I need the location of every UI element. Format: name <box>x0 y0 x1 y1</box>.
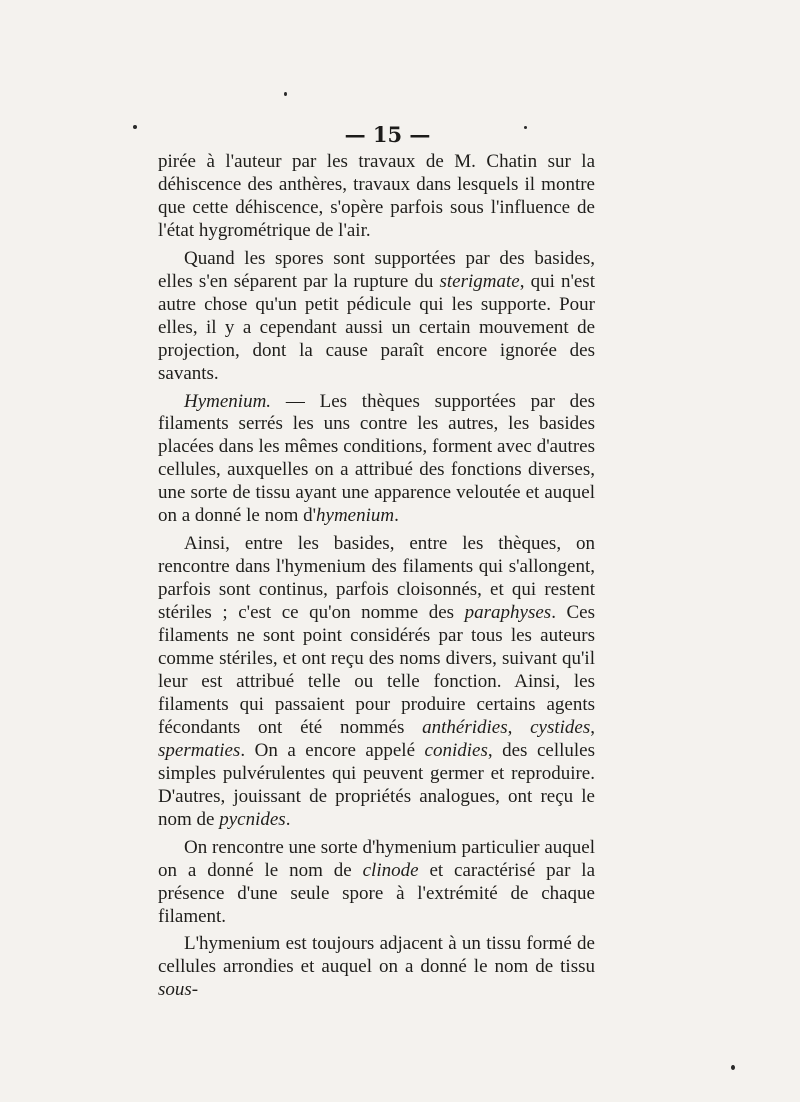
italic-term: spermaties <box>158 739 241 761</box>
paragraph-text: On rencontre une sorte d'hymenium particulier auquel on a donné le nom de <box>158 836 595 881</box>
italic-term: conidies <box>424 739 488 761</box>
paragraph <box>158 533 595 831</box>
italic-term: sous- <box>158 979 199 1001</box>
scan-speck <box>731 1065 735 1070</box>
paragraph-text: et caractérisé par la présence d'une seule spore à l'extrémité de chaque filament. <box>158 859 596 927</box>
italic-term: anthéridies <box>422 716 508 738</box>
paragraph-text: — Les thèques supportées par des filaments serrés les uns contre les autres, les basides placées dans les mêmes conditions, forment avec d'autres cellules, auxquelles on a attribué des fonctions diverses, une sorte de tissu ayant une apparence veloutée et auquel on a donné le nom d' <box>158 390 595 527</box>
paragraph-text: . On a encore appelé <box>240 739 425 761</box>
paragraph-text: . <box>394 505 399 527</box>
paragraph-text: , des cellules simples pulvérulentes qui peuvent germer et reproduire. D'autres, jouissant de propriétés analogues, ont reçu le nom de <box>158 739 596 830</box>
scan-speck <box>284 92 287 96</box>
paragraph-text: pirée à l'auteur par les travaux de M. Chatin sur la déhiscence des anthères, travaux dans lesquels il montre que cette déhiscence, s'opère parfois sous l'influence de l'état hygrométrique de l'air. <box>158 151 595 241</box>
section-heading: Hymenium. <box>184 390 272 412</box>
paragraph-text: Ainsi, entre les basides, entre les thèques, on rencontre dans l'hymenium des filaments qui s'allongent, parfois sont continus, parfois cloisonnés, et qui restent stériles ; c'est ce qu'on nomme des <box>158 533 595 624</box>
italic-term: pycnides <box>219 808 286 830</box>
paragraph-text: L'hymenium est toujours adjacent à un tissu formé de cellules arrondies et auquel on a donné le nom de tissu <box>158 933 595 978</box>
scan-speck <box>133 125 137 129</box>
paragraph-text: , <box>507 716 531 738</box>
paragraph <box>158 248 595 386</box>
italic-term: cystides <box>530 716 591 738</box>
paragraph-text: , <box>590 716 596 738</box>
paragraph-text: . Ces filaments ne sont point considérés par tous les auteurs comme stériles, et ont reçu des noms divers, suivant qu'il leur est attribué telle ou telle fonction. Ainsi, les filaments qui passaient pour produire certains agents fécondants ont été nommés <box>158 602 596 738</box>
italic-term: hymenium <box>316 505 395 527</box>
body-text <box>158 151 595 1002</box>
paragraph-text: , qui n'est autre chose qu'un petit pédicule qui les supporte. Pour elles, il y a cependant aussi un certain mouvement de projection, dont la cause paraît encore ignorée des savants. <box>158 270 595 384</box>
paragraph <box>158 837 595 929</box>
paragraph-text: . <box>285 808 291 830</box>
italic-term: sterigmate <box>439 270 520 292</box>
italic-term: paraphyses <box>464 602 552 624</box>
paragraph-text: Quand les spores sont supportées par des basides, elles s'en séparent par la rupture du <box>158 247 595 292</box>
page-number: — 15 — <box>344 122 431 147</box>
scan-speck <box>524 126 527 129</box>
italic-term: clinode <box>362 859 419 881</box>
paragraph <box>158 151 595 243</box>
paragraph <box>158 391 595 529</box>
paragraph <box>158 933 595 1002</box>
